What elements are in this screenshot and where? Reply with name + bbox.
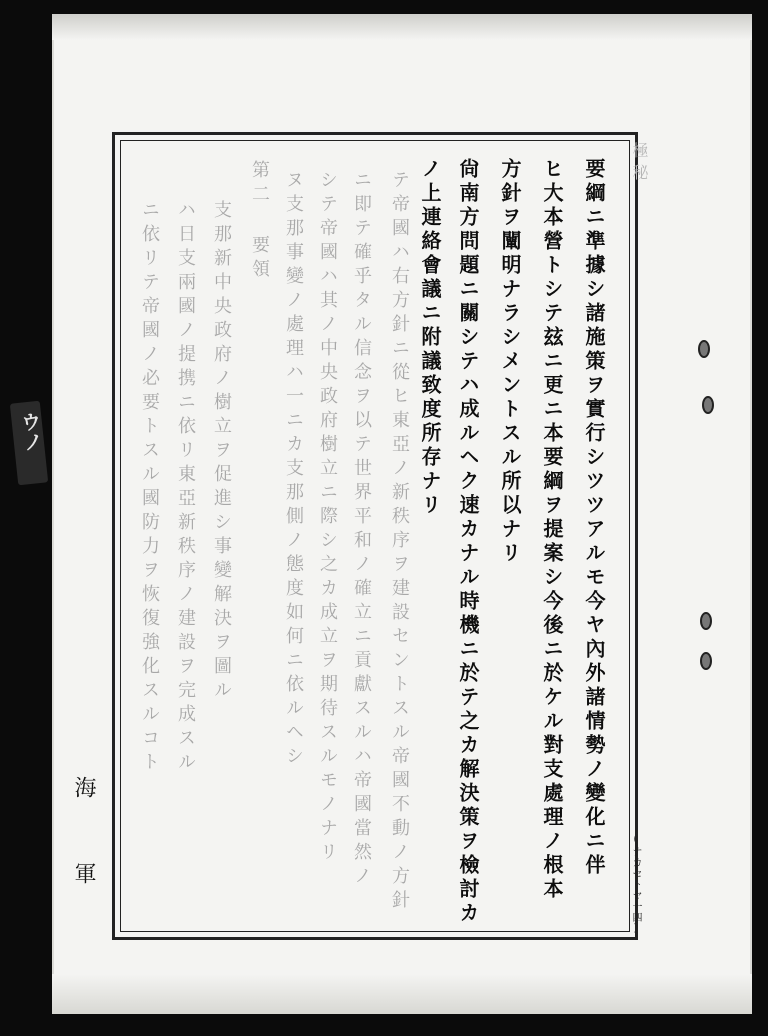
faint-column-2: ニ即テ確乎タル信念ヲ以テ世界平和ノ確立ニ貢獻スルハ帝國當然ノ: [351, 170, 372, 890]
text-column-4: 尙南方問題ニ關シテハ成ルヘク速カナル時機ニ於テ之カ解決策ヲ檢討カ: [456, 158, 480, 926]
faint-column-3: シテ帝國ハ其ノ中央政府樹立ニ際シ之カ成立ヲ期待スルモノナリ: [317, 170, 338, 866]
faint-column-7: ハ日支兩國ノ提携ニ依リ東亞新秩序ノ建設ヲ完成スル: [175, 200, 196, 776]
text-column-1: 要綱ニ準據シ諸施策ヲ實行シツツアルモ今ヤ內外諸情勢ノ變化ニ伴: [582, 158, 606, 878]
faint-column-4: ヌ支那事變ノ處理ハ一ニカ支那側ノ態度如何ニ依ルヘシ: [283, 170, 304, 770]
faint-column-5: 第二 要領: [249, 160, 270, 283]
binding-hole: [698, 340, 710, 358]
side-label-top: 海: [71, 776, 96, 798]
side-label-bottom: 軍: [71, 862, 96, 884]
scan-edge-top: [52, 14, 752, 40]
binding-hole: [700, 652, 712, 670]
binding-hole: [700, 612, 712, 630]
stamp-text: ウノ: [16, 410, 45, 453]
faint-column-1: テ帝國ハ右方針ニ從ヒ東亞ノ新秩序ヲ建設セントスル帝國不動ノ方針: [389, 170, 410, 914]
margin-note: 極秘: [630, 142, 649, 186]
scan-edge-bottom: [52, 974, 752, 1014]
binding-hole: [702, 396, 714, 414]
archive-stamp: [10, 401, 48, 486]
text-column-2: ヒ大本營トシテ玆ニ更ニ本要綱ヲ提案シ今後ニ於ケル對支處理ノ根本: [540, 158, 564, 902]
faint-column-8: ニ依リテ帝國ノ必要トスル國防力ヲ恢復強化スルコト: [139, 200, 160, 776]
faint-column-6: 支那新中央政府ノ樹立ヲ促進シ事變解決ヲ圖ル: [211, 200, 232, 704]
page-number: (ナカセトヤ一四): [630, 834, 641, 935]
text-column-5: ノ上連絡會議ニ附議致度所存ナリ: [418, 158, 442, 518]
text-column-3: 方針ヲ闡明ナラシメントスル所以ナリ: [498, 158, 522, 566]
